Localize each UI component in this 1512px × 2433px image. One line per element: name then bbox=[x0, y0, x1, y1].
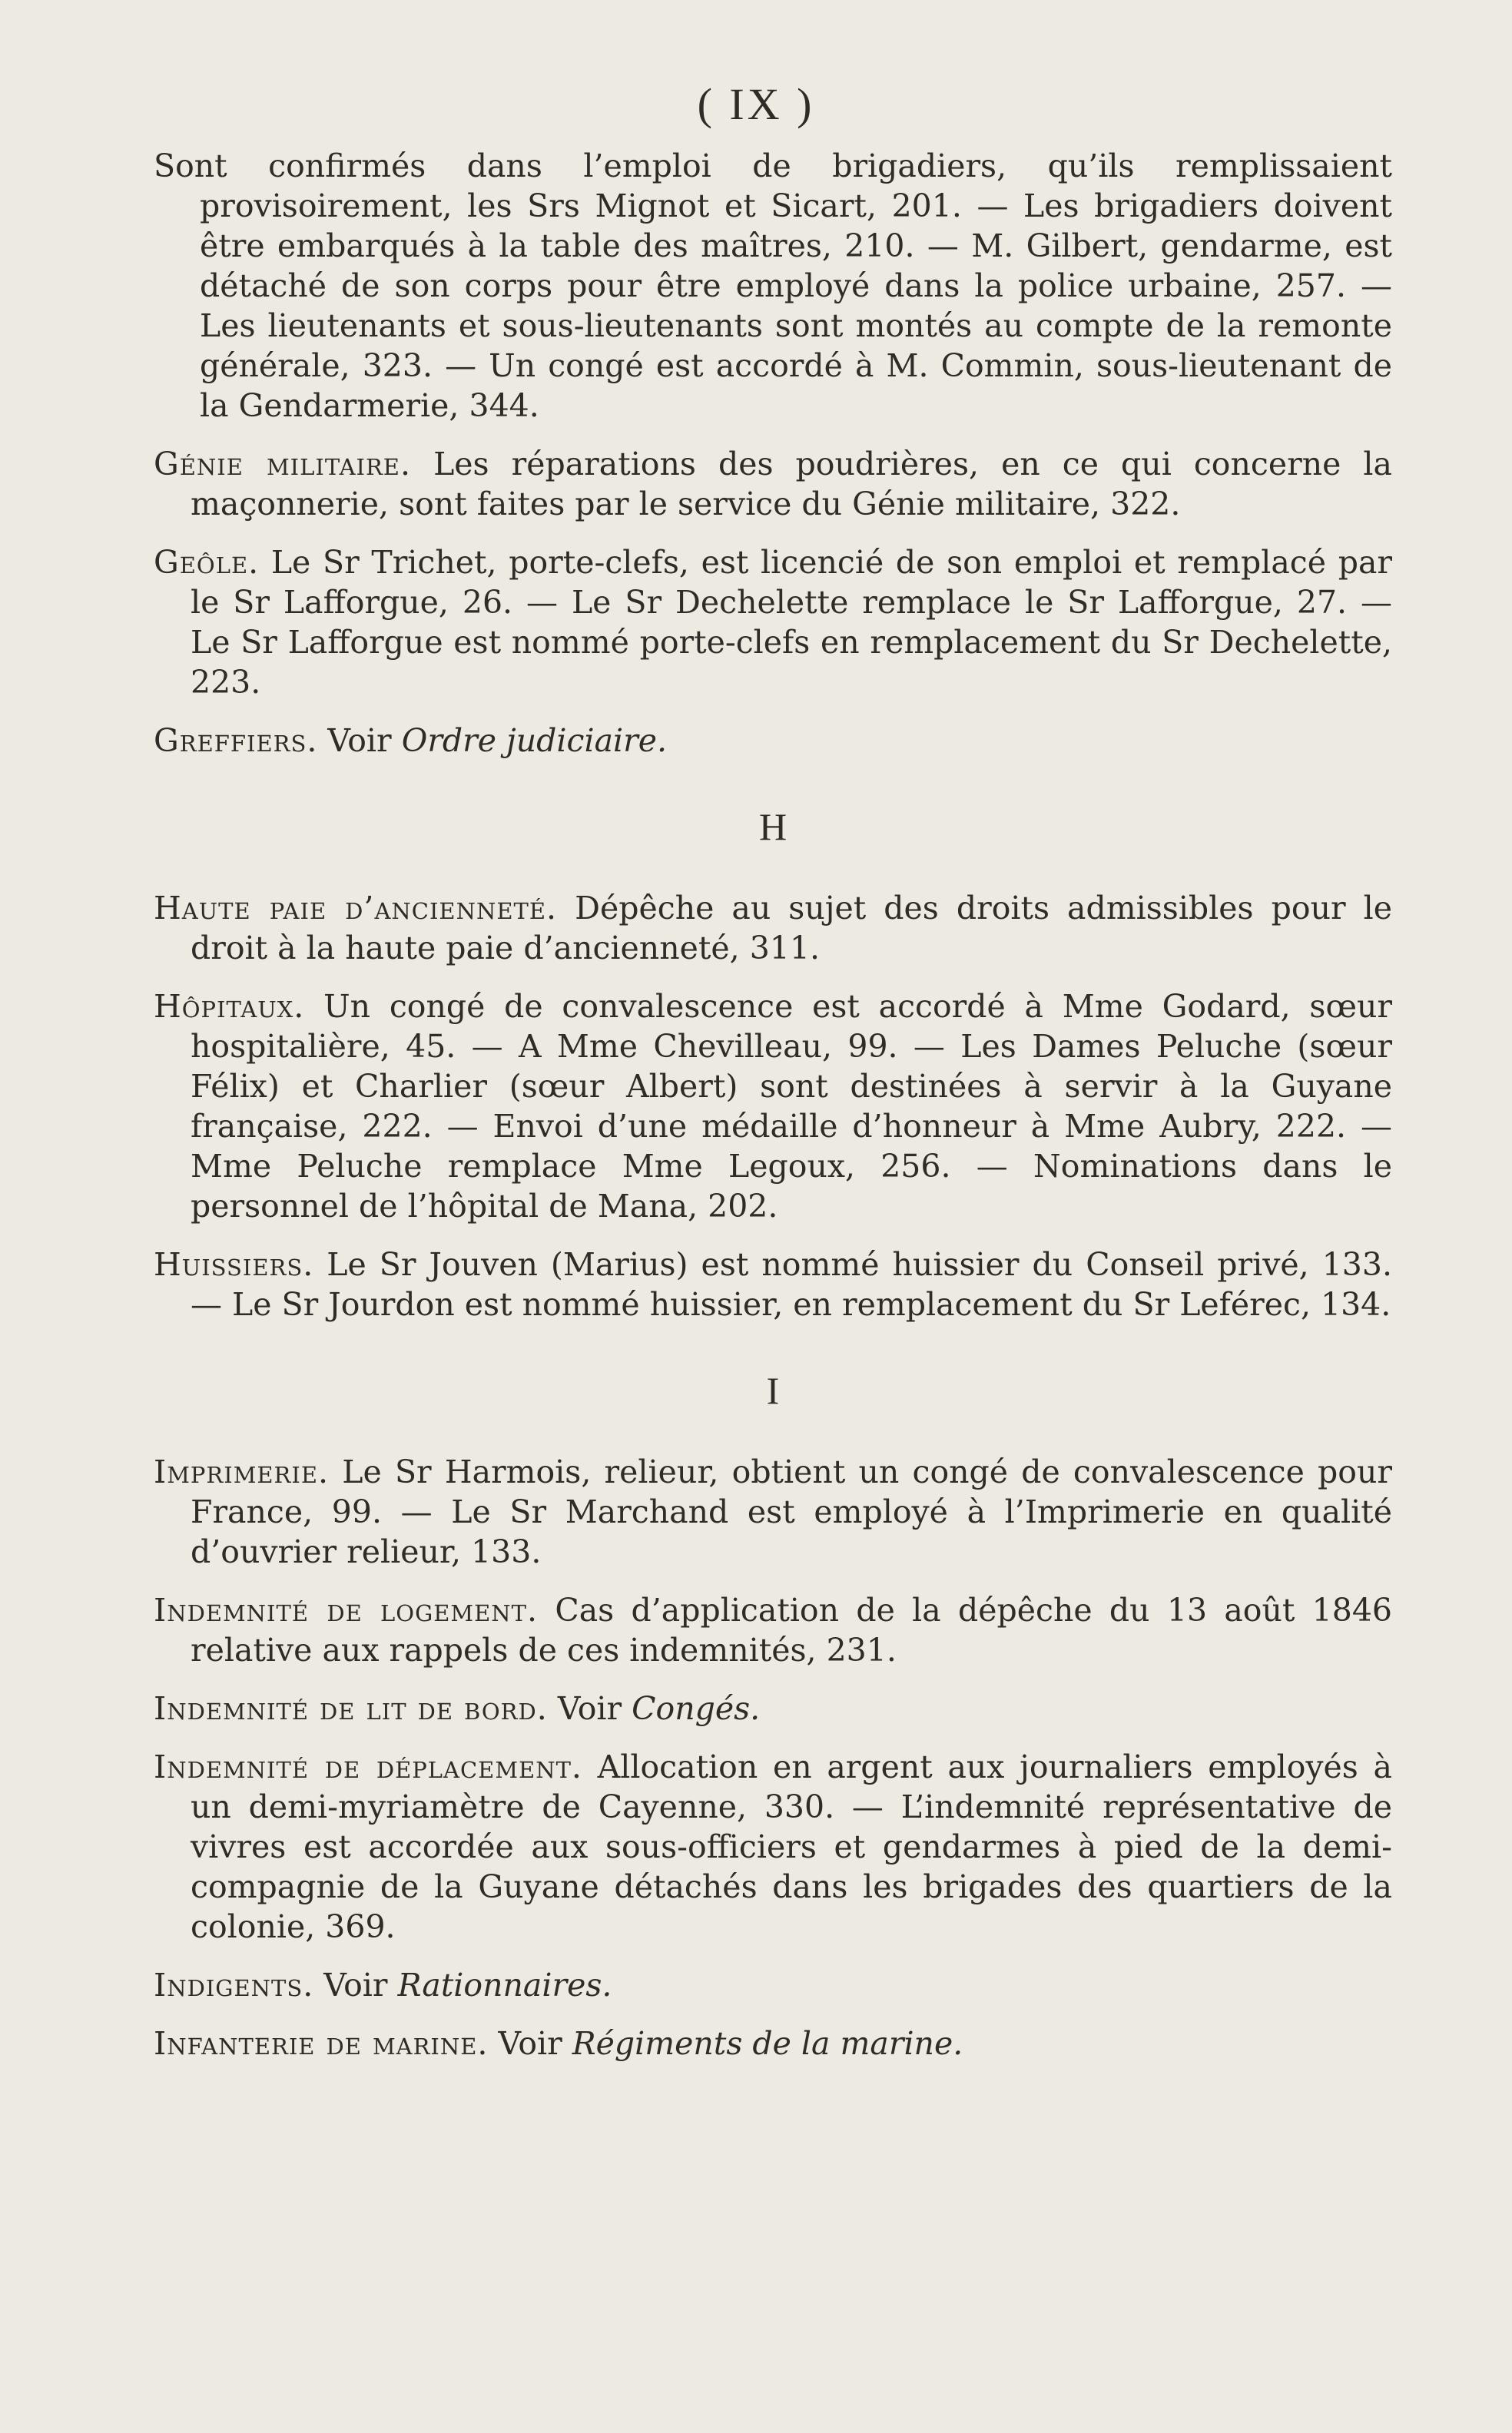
index-entry-hopitaux bbox=[154, 986, 1392, 1226]
entry-heading: Imprimerie. bbox=[154, 1454, 330, 1490]
entry-heading: Indemnité de logement. bbox=[154, 1592, 539, 1629]
entry-heading: Indemnité de déplacement. bbox=[154, 1749, 582, 1785]
entry-text: Voir bbox=[323, 1967, 388, 2004]
entry-heading: Génie militaire. bbox=[154, 446, 412, 482]
entry-heading: Indigents. bbox=[154, 1967, 314, 2004]
entry-text: Un congé de convalescence est accordé à Mme Godard, sœur hospitalière, 45. — A Mme Chevilleau, 99. — Les Dames Peluche (sœur Félix) et Charlier (sœur Albert) sont destinées à servir à la Guyane française, 222. — Envoi d’une médaille d’honneur à Mme Aubry, 222. — Mme Peluche remplace Mme Legoux, 256. — Nominations dans le personnel de l’hôpital de Mana, 202. bbox=[191, 988, 1392, 1225]
entry-cross-reference: Rationnaires. bbox=[397, 1967, 612, 2004]
entry-heading: Huissiers. bbox=[154, 1246, 314, 1283]
page-number: ( IX ) bbox=[697, 79, 815, 129]
entry-text: Les réparations des poudrières, en ce qui concerne la maçonnerie, sont faites par le service du Génie militaire, 322. bbox=[191, 446, 1392, 522]
entry-text: Voir bbox=[498, 2025, 562, 2062]
entry-heading: Geôle. bbox=[154, 544, 260, 581]
index-entry-indigents bbox=[154, 1965, 1392, 2005]
entry-text: Le Sr Jouven (Marius) est nommé huissier du Conseil privé, 133. — Le Sr Jourdon est nommé huissier, en remplacement du Sr Leférec, 134. bbox=[191, 1246, 1392, 1323]
index-entry-indemnite-deplacement bbox=[154, 1747, 1392, 1947]
section-letter-i: I bbox=[766, 1369, 780, 1412]
entry-text: Cas d’application de la dépêche du 13 août 1846 relative aux rappels de ces indemnités, 231. bbox=[191, 1592, 1392, 1669]
entry-text: Sont confirmés dans l’emploi de brigadiers, qu’ils remplissaient provisoirement, les Srs Mignot et Sicart, 201. — Les brigadiers doivent être embarqués à la table des maîtres, 210. — M. Gilbert, gendarme, est détaché de son corps pour être employé dans la police urbaine, 257. — Les lieutenants et sous-lieutenants sont montés au compte de la remonte générale, 323. — Un congé est accordé à M. Commin, sous-lieutenant de la Gendarmerie, 344. bbox=[154, 148, 1392, 424]
entry-text: Le Sr Harmois, relieur, obtient un congé de convalescence pour France, 99. — Le Sr Marchand est employé à l’Imprimerie en qualité d’ouvrier relieur, 133. bbox=[191, 1454, 1392, 1570]
entry-heading: Greffiers. bbox=[154, 722, 318, 759]
index-entry-huissiers bbox=[154, 1245, 1392, 1324]
entry-text: Voir bbox=[557, 1690, 622, 1727]
entry-heading: Hôpitaux. bbox=[154, 988, 305, 1025]
entry-cross-reference: Congés. bbox=[632, 1690, 761, 1727]
entry-cross-reference: Régiments de la marine. bbox=[572, 2025, 963, 2062]
index-entry-imprimerie bbox=[154, 1452, 1392, 1572]
entry-heading: Haute paie d’ancienneté. bbox=[154, 890, 558, 926]
entry-text: Le Sr Trichet, porte-clefs, est licencié de son emploi et remplacé par le Sr Lafforgue, 26. — Le Sr Dechelette remplace le Sr Lafforgue, 27. — Le Sr Lafforgue est nommé porte-clefs en remplacement du Sr Dechelette, 223. bbox=[191, 544, 1392, 701]
index-entry-continuation bbox=[154, 146, 1392, 426]
entry-text: Dépêche au sujet des droits admissibles pour le droit à la haute paie d’ancienneté, 311. bbox=[191, 890, 1392, 966]
entry-text: Voir bbox=[327, 722, 392, 759]
index-entry-infanterie-marine bbox=[154, 2024, 1392, 2063]
index-entry-indemnite-lit-de-bord bbox=[154, 1689, 1392, 1729]
index-body bbox=[154, 146, 1392, 2082]
entry-heading: Infanterie de marine. bbox=[154, 2025, 489, 2062]
entry-heading: Indemnité de lit de bord. bbox=[154, 1690, 548, 1727]
index-entry-greffiers bbox=[154, 721, 1392, 761]
index-entry-genie-militaire bbox=[154, 444, 1392, 524]
section-letter-h: H bbox=[758, 805, 788, 848]
index-entry-haute-paie bbox=[154, 888, 1392, 968]
index-entry-geole bbox=[154, 542, 1392, 702]
entry-cross-reference: Ordre judiciaire. bbox=[401, 722, 668, 759]
entry-text: Allocation en argent aux journaliers employés à un demi-myriamètre de Cayenne, 330. — L’indemnité représentative de vivres est accordée aux sous-officiers et gendarmes à pied de la demi-compagnie de la Guyane détachés dans les brigades des quartiers de la colonie, 369. bbox=[191, 1749, 1392, 1945]
index-entry-indemnite-logement bbox=[154, 1590, 1392, 1670]
